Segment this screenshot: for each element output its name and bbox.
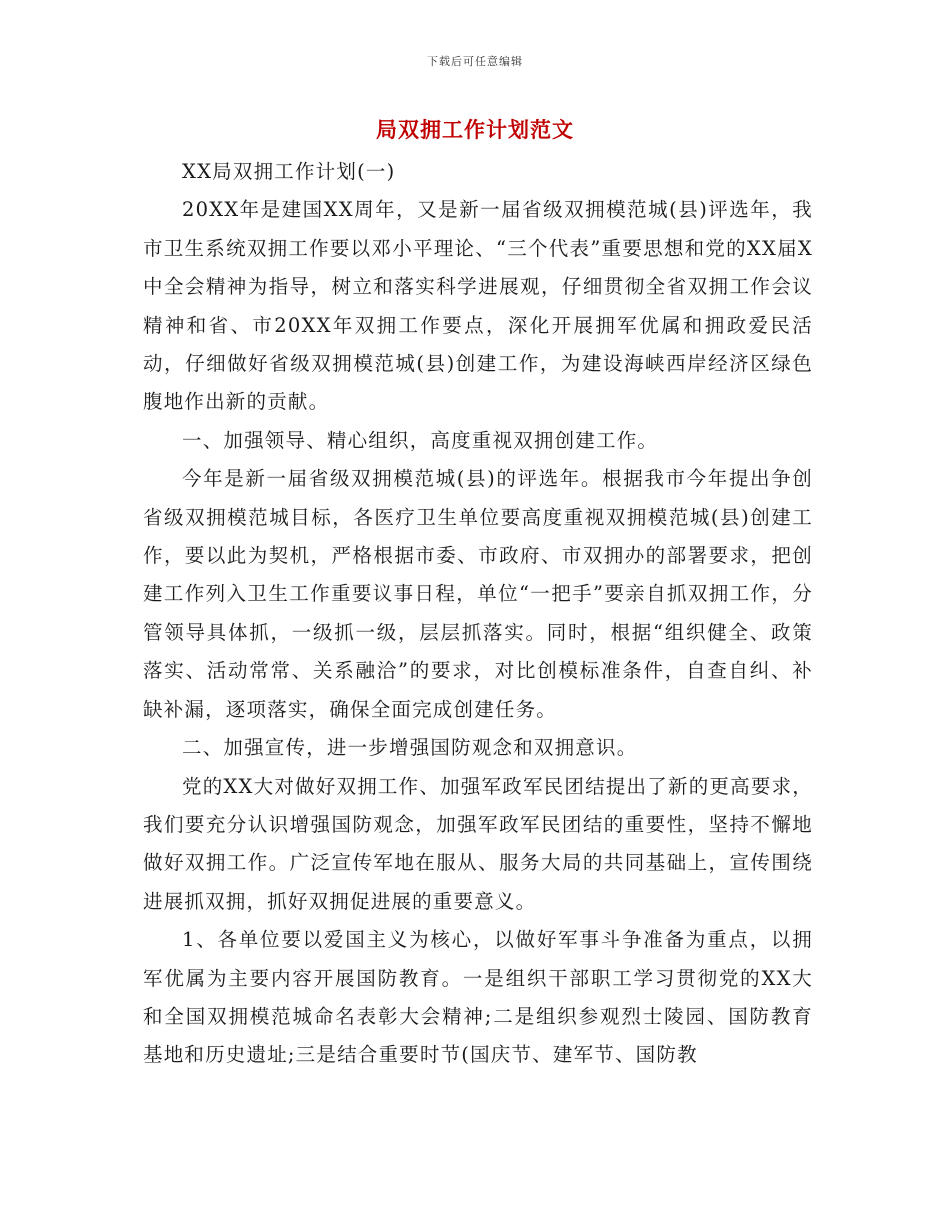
header-note: 下载后可任意编辑	[427, 55, 523, 68]
section-heading-2: 二、加强宣传，进一步增强国防观念和双拥意识。	[182, 736, 638, 760]
paragraph-subtitle: XX局双拥工作计划(一)	[182, 160, 396, 183]
paragraph-section-1: 今年是新一届省级双拥模范城(县)的评选年。根据我市今年提出争创省级双拥模范城目标，各医疗卫生单位要高度重视双拥模范城(县)创建工作，要以此为契机，严格根据市委、市政府、市双拥办的部署要求，把创建工作列入卫生工作重要议事日程，单位“一把手”要亲自抓双拥工作，分管领导具体抓，一级抓一级，层层抓落实。同时，根据“组织健全、政策落实、活动常常、关系融洽”的要求，对比创模标准条件，自查自纠、补缺补漏，逐项落实，确保全面完成创建任务。	[143, 467, 813, 721]
paragraph-section-2: 党的XX大对做好双拥工作、加强军政军民团结提出了新的更高要求，我们要充分认识增强国防观念，加强军政军民团结的重要性，坚持不懈地做好双拥工作。广泛宣传军地在服从、服务大局的共同基础上，宣传围绕进展抓双拥，抓好双拥促进展的重要意义。	[143, 774, 813, 913]
document-title: 局双拥工作计划范文	[376, 117, 574, 142]
paragraph-item-1: 1、各单位要以爱国主义为核心，以做好军事斗争准备为重点，以拥军优属为主要内容开展国防教育。一是组织干部职工学习贯彻党的XX大和全国双拥模范城命名表彰大会精神;二是组织参观烈士陵园、国防教育基地和历史遗址;三是结合重要时节(国庆节、建军节、国防教	[143, 928, 813, 1067]
section-heading-1: 一、加强领导、精心组织，高度重视双拥创建工作。	[182, 428, 659, 452]
document-body	[143, 153, 813, 1075]
paragraph-intro: 20XX年是建国XX周年，又是新一届省级双拥模范城(县)评选年，我市卫生系统双拥工作要以邓小平理论、“三个代表”重要思想和党的XX届X中全会精神为指导，树立和落实科学进展观，仔细贯彻全省双拥工作会议精神和省、市20XX年双拥工作要点，深化开展拥军优属和拥政爱民活动，仔细做好省级双拥模范城(县)创建工作，为建设海峡西岸经济区绿色腹地作出新的贡献。	[143, 198, 813, 414]
